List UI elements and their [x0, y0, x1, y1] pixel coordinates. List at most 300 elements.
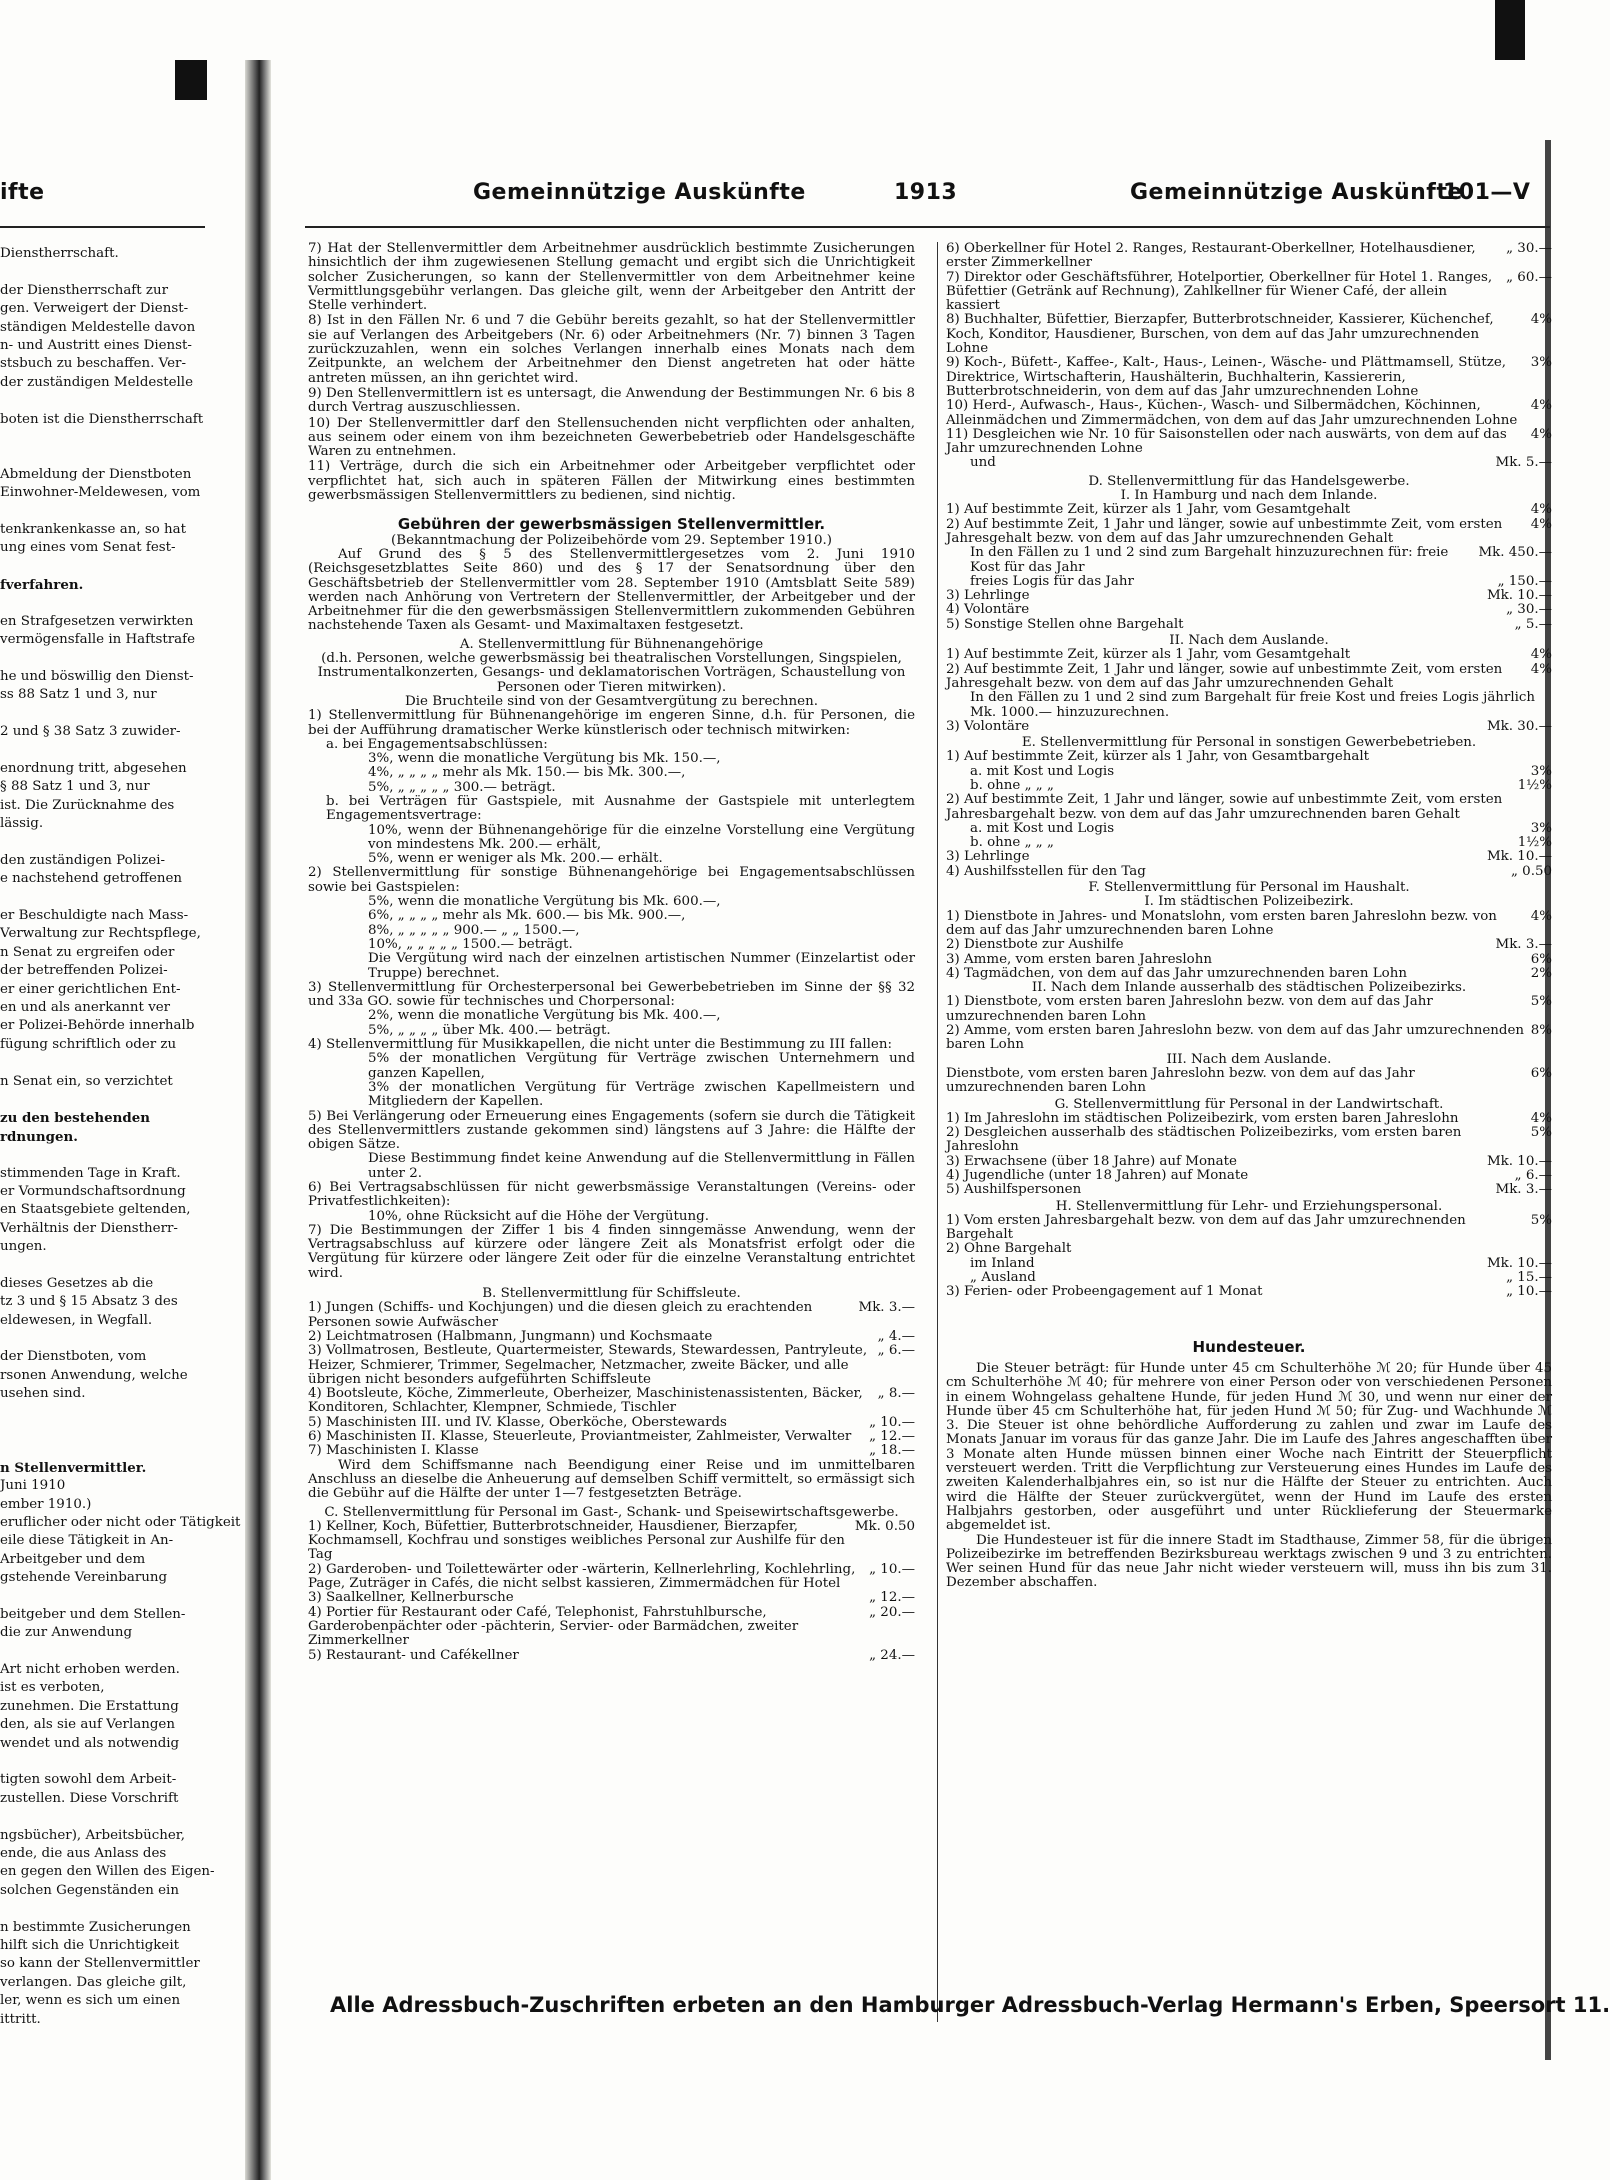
- section-c-item-value: 3%: [1530, 355, 1552, 371]
- section-a-item: Diese Bestimmung findet keine Anwendung auf die Stellenvermittlung in Fällen unter 2.: [368, 1151, 915, 1181]
- left-page-line: he und böswillig den Dienst-: [0, 668, 194, 684]
- section-b-item-label: 3) Vollmatrosen, Bestleute, Quartermeister, Stewards, Stewardessen, Pantryleute, Heizer, Schmierer, Trimmer, Segelmacher, Netzmacher, zweite Bäcker, und alle übrigen nicht besonders aufgeführten Schiffsleute: [308, 1343, 868, 1387]
- section-c-item: [946, 242, 1552, 271]
- section-d-item: [946, 518, 1552, 547]
- left-page-line: Art nicht erhoben werden.: [0, 1662, 180, 1678]
- section-e-item-value: 3%: [1530, 763, 1552, 779]
- left-page-line: stsbuch zu beschaffen. Ver-: [0, 356, 186, 372]
- section-f-item-value: 5%: [1530, 994, 1552, 1010]
- left-page-line: [0, 429, 205, 447]
- section-h-item-label: 1) Vom ersten Jahresbargehalt bezw. von dem auf das Jahr umzurechnenden Bargehalt: [946, 1212, 1466, 1243]
- section-d-item: [946, 546, 1552, 575]
- left-page-line: en und als anerkannt ver: [0, 1000, 171, 1016]
- section-a-item: 2) Stellenvermittlung für sonstige Bühnenangehörige bei Engagementsabschlüssen sowie bei Gastspielen:: [308, 865, 915, 895]
- section-e-heading: E. Stellenvermittlung für Personal in sonstigen Gewerbebetrieben.: [1021, 735, 1477, 751]
- left-page-line: ständigen Meldestelle davon: [0, 319, 196, 335]
- left-page-line: ist es verboten,: [0, 1680, 105, 1696]
- left-page-line: solchen Gegenständen ein: [0, 1882, 179, 1898]
- left-page-line: [0, 1330, 205, 1348]
- left-page-line: ngsbücher), Arbeitsbücher,: [0, 1827, 185, 1843]
- section-a-item: a. bei Engagementsabschlüssen:: [326, 736, 548, 752]
- left-page-line: zustellen. Diese Vorschrift: [0, 1790, 179, 1806]
- section-a-item: 5% der monatlichen Vergütung für Verträge zwischen Unternehmern und ganzen Kapellen,: [368, 1051, 915, 1081]
- section-a-item: 5%, „ „ „ „ „ 300.— beträgt.: [368, 779, 556, 795]
- left-page-line: [0, 447, 205, 465]
- left-page-line: die zur Anwendung: [0, 1625, 133, 1641]
- left-page-line: vermögensfalle in Haftstrafe: [0, 632, 196, 648]
- section-c-item: [308, 1649, 915, 1663]
- left-page-line: gstehende Vereinbarung: [0, 1570, 168, 1586]
- left-page-line: er einer gerichtlichen Ent-: [0, 981, 181, 997]
- section-g-item-label: 4) Jugendliche (unter 18 Jahren) auf Monate: [946, 1168, 1249, 1183]
- header-left-fragment: ifte: [0, 180, 45, 205]
- left-page-line: eldewesen, in Wegfall.: [0, 1312, 153, 1328]
- left-page-line: [0, 742, 205, 760]
- left-page-line: ung eines vom Senat fest-: [0, 540, 176, 556]
- section-c-item-label: 1) Kellner, Koch, Büfettier, Butterbrotschneider, Hausdiener, Bierzapfer, Kochmamsell, Kochfrau und sonstiges weibliches Personal zur Aushilfe für den Tag: [308, 1518, 845, 1563]
- left-page-line: den, als sie auf Verlangen: [0, 1717, 175, 1733]
- left-page-line: Juni 1910: [0, 1478, 66, 1494]
- left-page-line: enordnung tritt, abgesehen: [0, 760, 187, 776]
- header-rule: [305, 226, 1550, 228]
- section-c-item-label: 10) Herd-, Aufwasch-, Haus-, Küchen-, Wasch- und Silbermädchen, Köchinnen, Alleinmädchen und Zimmermädchen, von dem auf das Jahr umzurechnenden Lohne: [946, 398, 1518, 428]
- left-page-line: rsonen Anwendung, welche: [0, 1367, 188, 1383]
- section-d-item: [946, 663, 1552, 692]
- middle-column: [308, 242, 915, 1663]
- section-b-item-value: „ 18.—: [869, 1443, 915, 1459]
- left-page-line: er Vormundschaftsordnung: [0, 1183, 186, 1199]
- hundesteuer-paragraph: Die Hundesteuer ist für die innere Stadt im Stadthause, Zimmer 58, für die übrigen Polizeibezirke im betreffenden Bezirksbureau werktags zwischen 9 und 3 zu entrichten. Wer seinen Hund für das neue Jahr nicht wieder versteuern will, muss ihn bis zum 31. Dezember abschaffen.: [946, 1532, 1552, 1591]
- section-d-item-value: [1546, 691, 1552, 720]
- section-h-item-value: „ 10.—: [1506, 1284, 1552, 1300]
- section-c-item-value: „ 24.—: [869, 1647, 915, 1663]
- section-f-item-label: 3) Amme, vom ersten baren Jahreslohn: [946, 951, 1212, 967]
- section-f-item-label: 2) Dienstbote zur Aushilfe: [946, 937, 1124, 953]
- section-b-item-label: 5) Maschinisten III. und IV. Klasse, Oberköche, Oberstewards: [308, 1414, 727, 1430]
- section-g-item-value: Mk. 3.—: [1495, 1182, 1552, 1198]
- section-d-sub: I. In Hamburg und nach dem Inlande.: [1120, 488, 1378, 504]
- left-page-line: der Dienstboten, vom: [0, 1349, 147, 1365]
- section-a-item: 2%, wenn die monatliche Vergütung bis Mk. 400.—,: [368, 1008, 721, 1024]
- section-f-item-value: 2%: [1530, 965, 1552, 981]
- bruchteile-note: Die Bruchteile sind von der Gesamtvergütung zu berechnen.: [405, 693, 818, 709]
- section-d-item-label: 1) Auf bestimmte Zeit, kürzer als 1 Jahr, vom Gesamtgehalt: [946, 647, 1351, 663]
- section-c-item: [946, 271, 1552, 314]
- left-page-line: [0, 834, 205, 852]
- section-f-item-value: 8%: [1530, 1023, 1552, 1039]
- section-b-heading: B. Stellenvermittlung für Schiffsleute.: [482, 1286, 741, 1302]
- left-page-line: [0, 594, 205, 612]
- left-page-column: [0, 245, 241, 2029]
- left-page-line: ler, wenn es sich um einen: [0, 1993, 181, 2009]
- section-c-item: [946, 456, 1552, 470]
- section-e-item: [946, 750, 1552, 764]
- left-page-line: Einwohner-Meldewesen, vom: [0, 485, 201, 501]
- section-c-item: [946, 399, 1552, 428]
- left-page-line: usehen sind.: [0, 1386, 86, 1402]
- hundesteuer-title: Hundesteuer.: [1192, 1337, 1306, 1356]
- hundesteuer-paragraph: Die Steuer beträgt: für Hunde unter 45 cm Schulterhöhe ℳ 20; für Hunde über 45 cm Schulterhöhe ℳ 40; für mehrere von einer Person oder von verschiedenen Personen in einem Wohngelass gehaltene Hunde, für jeden Hund ℳ 30, und wenn nur einer der Hunde über 45 cm Schulterhöhe hat, für jeden Hund ℳ 50; für Zug- und Wachhunde ℳ 3. Die Steuer ist ohne behördliche Aufforderung zu zahlen und zwar im Laufe des Monats Januar im voraus für das ganze Jahr. Die im Laufe des Jahres angeschafften über 3 Monate alten Hunde müssen binnen einer Woche nach Eintritt der Steuerpflicht versteuert werden. Tritt die Verpflichtung zur Versteuerung eines Hundes im Laufe des zweiten Kalenderhalbjahres ein, so ist nur die Hälfte der Steuer zu entrichten. Auch wird die Hälfte der Steuer zurückvergütet, wenn der Hund im Laufe des ersten Halbjahrs gestorben, oder ausgeführt und unter Rücklieferung der Steuermarke abgemeldet ist.: [946, 1360, 1552, 1534]
- section-a-item: 8%, „ „ „ „ „ 900.— „ „ 1500.—,: [368, 922, 580, 938]
- section-h-item-value: 5%: [1530, 1212, 1552, 1228]
- page-number: 101—V: [1443, 180, 1531, 205]
- section-b-item: [308, 1444, 915, 1458]
- section-c-item: [946, 428, 1552, 457]
- section-b-item: [308, 1387, 915, 1416]
- section-a-item: 5%, wenn die monatliche Vergütung bis Mk. 600.—,: [368, 894, 721, 910]
- section-f-item-label: 2) Amme, vom ersten baren Jahreslohn bezw. von dem auf das Jahr umzurechnenden baren Lohn: [946, 1023, 1525, 1053]
- left-page-line: Verwaltung zur Rechtspflege,: [0, 926, 201, 942]
- section-a-note: (d.h. Personen, welche gewerbsmässig bei theatralischen Vorstellungen, Singspielen, Instrumentalkonzerten, Gesangs- und deklamatorischen Vorträgen, Schaustellung von Personen oder Tieren mitwirken).: [317, 651, 906, 695]
- section-f-item-label: 1) Dienstbote, vom ersten baren Jahreslohn bezw. von dem auf das Jahr umzurechnenden baren Lohn: [946, 994, 1433, 1024]
- left-page-line: § 88 Satz 1 und 3, nur: [0, 779, 150, 795]
- section-d-item-value: „ 30.—: [1506, 602, 1552, 618]
- section-f-item-label: 1) Dienstbote in Jahres- und Monatslohn, vom ersten baren Jahreslohn bezw. von dem auf das Jahr umzurechnenden baren Lohne: [946, 908, 1497, 938]
- section-d-item-label: In den Fällen zu 1 und 2 sind zum Bargehalt für freie Kost und freies Logis jährlich Mk. 1000.— hinzuzurechnen.: [970, 690, 1536, 720]
- section-g-heading: G. Stellenvermittlung für Personal in der Landwirtschaft.: [1054, 1096, 1444, 1112]
- section-e-item-label: b. ohne „ „ „: [970, 835, 1054, 851]
- section-h-item-value: „ 15.—: [1506, 1270, 1552, 1286]
- section-b-item: [308, 1416, 915, 1430]
- section-d-item: [946, 648, 1552, 662]
- left-page-line: beitgeber und dem Stellen-: [0, 1606, 186, 1622]
- footer-advertisement: Alle Adressbuch-Zuschriften erbeten an den Hamburger Adressbuch-Verlag Hermann's Erben, Speersort 11.: [330, 1993, 1610, 2017]
- section-c-item-label: 11) Desgleichen wie Nr. 10 für Saisonstellen oder nach auswärts, von dem auf das Jahr umzurechnenden Lohne: [946, 426, 1507, 457]
- left-page-line: der zuständigen Meldestelle: [0, 374, 194, 390]
- left-page-line: n- und Austritt eines Dienst-: [0, 337, 192, 353]
- left-page-line: Dienstherrschaft.: [0, 246, 119, 261]
- left-page-line: lässig.: [0, 816, 44, 832]
- left-page-line: [0, 558, 205, 576]
- section-d-item-value: 4%: [1530, 661, 1552, 677]
- section-g-item-value: Mk. 10.—: [1486, 1153, 1552, 1169]
- section-a-item: b. bei Verträgen für Gastspiele, mit Ausnahme der Gastspiele mit unterlegtem Engagementsvertrage:: [326, 793, 915, 824]
- left-page-line: er Beschuldigte nach Mass-: [0, 908, 189, 924]
- section-f-sub: III. Nach dem Auslande.: [1166, 1051, 1332, 1067]
- section-c-item-value: „ 30.—: [1506, 241, 1552, 256]
- section-e-item-label: 4) Aushilfsstellen für den Tag: [946, 863, 1146, 879]
- section-a-item: 5%, „ „ „ „ über Mk. 400.— beträgt.: [368, 1022, 611, 1038]
- section-a-item: 1) Stellenvermittlung für Bühnenangehörige im engeren Sinne, d.h. für Personen, die bei der Aufführung dramatischer Werke künstlerisch oder technisch mitwirken:: [308, 708, 915, 738]
- left-page-line: der betreffenden Polizei-: [0, 963, 168, 979]
- section-g-item: [946, 1112, 1552, 1126]
- section-a-item: 3%, wenn die monatliche Vergütung bis Mk. 150.—,: [368, 751, 721, 767]
- section-a-item: 6) Bei Vertragsabschlüssen für nicht gewerbsmässige Veranstaltungen (Vereins- oder Privatfestlichkeiten):: [308, 1180, 915, 1210]
- section-b-item: [308, 1301, 915, 1330]
- section-b-item-label: 7) Maschinisten I. Klasse: [308, 1443, 479, 1459]
- section-e-item: [946, 793, 1552, 822]
- left-page-line: [0, 1404, 205, 1422]
- left-page-line: Verhältnis der Dienstherr-: [0, 1220, 178, 1236]
- section-h-item: [946, 1285, 1552, 1299]
- section-e-item-value: „ 0.50: [1510, 863, 1552, 879]
- section-e-item-value: 1½%: [1517, 835, 1552, 851]
- section-b-item-value: „ 6.—: [877, 1343, 915, 1359]
- section-e-item: [946, 850, 1552, 864]
- rule-paragraph: 10) Der Stellenvermittler darf den Stellensuchenden nicht verpflichten oder anhalten, aus seinem oder einem von ihm bezeichneten Gewerbebetrieb oder Handelsgeschäfte Waren zu entnehmen.: [308, 415, 915, 460]
- section-c-item: [308, 1563, 915, 1592]
- section-d-item-value: 4%: [1530, 502, 1552, 518]
- section-g-item-label: 3) Erwachsene (über 18 Jahre) auf Monate: [946, 1153, 1237, 1169]
- section-e-item-value: 3%: [1530, 820, 1552, 836]
- section-e-item: [946, 822, 1552, 836]
- left-page-line: zunehmen. Die Erstattung: [0, 1698, 179, 1714]
- section-b-item-value: „ 8.—: [877, 1386, 915, 1402]
- section-b-item: [308, 1430, 915, 1444]
- section-d-item-label: 1) Auf bestimmte Zeit, kürzer als 1 Jahr, vom Gesamtgehalt: [946, 502, 1351, 518]
- section-g-item: [946, 1155, 1552, 1169]
- section-c-item-value: „ 60.—: [1506, 269, 1552, 285]
- section-f-item: [946, 995, 1552, 1024]
- section-h-item-value: Mk. 10.—: [1486, 1255, 1552, 1271]
- section-c-item-value: Mk. 0.50: [854, 1518, 915, 1534]
- column-divider: [937, 242, 938, 2022]
- section-c-heading: C. Stellenvermittlung für Personal im Gast-, Schank- und Speisewirtschaftsgewerbe.: [324, 1504, 899, 1520]
- section-f-item: [946, 953, 1552, 967]
- section-a-item: 3) Stellenvermittlung für Orchesterpersonal bei Gewerbebetrieben im Sinne der §§ 32 und 33a GO. sowie für technisches und Chorpersonal:: [308, 979, 915, 1010]
- section-e-item-value: [1546, 793, 1552, 822]
- section-h-item-label: 3) Ferien- oder Probeengagement auf 1 Monat: [946, 1284, 1263, 1300]
- right-column: [946, 242, 1552, 1591]
- section-b-item-label: 6) Maschinisten II. Klasse, Steuerleute, Proviantmeister, Zahlmeister, Verwalter: [308, 1429, 852, 1445]
- section-a-item: 10%, wenn der Bühnenangehörige für die einzelne Vorstellung eine Vergütung von mindestens Mk. 200.— erhält,: [368, 822, 915, 852]
- section-h-item-label: 2) Ohne Bargehalt: [946, 1241, 1072, 1257]
- section-b-item: [308, 1344, 915, 1387]
- section-c-item-label: 3) Saalkellner, Kellnerbursche: [308, 1590, 514, 1606]
- left-page-line: [0, 1643, 205, 1661]
- section-a-heading: A. Stellenvermittlung für Bühnenangehörige: [459, 636, 764, 652]
- section-g-item: [946, 1126, 1552, 1155]
- section-d-item: [946, 603, 1552, 617]
- left-page-line: ende, die aus Anlass des: [0, 1845, 167, 1861]
- left-page-line: en gegen den Willen des Eigen-: [0, 1864, 215, 1880]
- rule-paragraph: 9) Den Stellenvermittlern ist es untersagt, die Anwendung der Bestimmungen Nr. 6 bis 8 durch Vertrag auszuschliessen.: [308, 385, 915, 416]
- left-page-line: eile diese Tätigkeit in An-: [0, 1533, 174, 1549]
- section-d-item-value: Mk. 10.—: [1486, 588, 1552, 604]
- section-g-item-label: 2) Desgleichen ausserhalb des städtischen Polizeibezirks, vom ersten baren Jahreslohn: [946, 1125, 1462, 1155]
- section-b-item-label: 1) Jungen (Schiffs- und Kochjungen) und die diesen gleich zu erachtenden Personen sowie Aufwäscher: [308, 1300, 813, 1330]
- section-d-item: [946, 575, 1552, 589]
- section-a-item: 3% der monatlichen Vergütung für Verträge zwischen Kapellmeistern und Mitgliedern der Kapellen.: [368, 1079, 915, 1110]
- section-d-item-value: Mk. 450.—: [1478, 545, 1552, 561]
- section-f-item: [946, 1024, 1552, 1053]
- left-page-line: er Polizei-Behörde innerhalb: [0, 1018, 195, 1034]
- section-b-item-label: 4) Bootsleute, Köche, Zimmerleute, Oberheizer, Maschinistenassistenten, Bäcker, Konditoren, Schlachter, Klempner, Schmiede, Tischler: [308, 1386, 863, 1416]
- left-page-line: ist. Die Zurücknahme des: [0, 797, 175, 813]
- section-d-item-label: 3) Volontäre: [946, 718, 1030, 734]
- section-e-item: [946, 836, 1552, 850]
- left-page-line: [0, 1900, 205, 1918]
- section-c-item-label: 4) Portier für Restaurant oder Café, Telephonist, Fahrstuhlbursche, Garderobenpächter oder -pächterin, Servier- oder Barmädchen, zweiter Zimmerkellner: [308, 1604, 799, 1649]
- section-e-item-label: 3) Lehrlinge: [946, 849, 1030, 865]
- section-d-sub: II. Nach dem Auslande.: [1169, 633, 1329, 649]
- section-g-item: [946, 1183, 1552, 1197]
- section-g-item-label: 1) Im Jahreslohn im städtischen Polizeibezirk, vom ersten baren Jahreslohn: [946, 1110, 1459, 1126]
- section-c-item: [308, 1606, 915, 1649]
- section-f-item: [946, 938, 1552, 952]
- section-c-item-value: „ 10.—: [869, 1561, 915, 1577]
- left-page-line: ss 88 Satz 1 und 3, nur: [0, 687, 157, 703]
- section-d-item: [946, 618, 1552, 632]
- section-c-item-value: 4%: [1530, 398, 1552, 414]
- section-c-item-label: und: [970, 455, 996, 471]
- section-e-item: [946, 779, 1552, 793]
- left-page-line: der Dienstherrschaft zur: [0, 282, 168, 298]
- section-d-heading: D. Stellenvermittlung für das Handelsgewerbe.: [1088, 473, 1410, 489]
- section-d-item: [946, 691, 1552, 720]
- left-page-line: ittritt.: [0, 2011, 41, 2027]
- section-f-sub: I. Im städtischen Polizeibezirk.: [1144, 894, 1354, 910]
- left-page-line: ungen.: [0, 1239, 47, 1255]
- left-page-line: zu den bestehenden: [0, 1110, 151, 1127]
- left-page-line: gen. Verweigert der Dienst-: [0, 301, 189, 317]
- section-c-item-label: 2) Garderoben- und Toilettewärter oder -wärterin, Kellnerlehrling, Kochlehrling, Page, Zuträger in Cafés, die nicht selbst kassieren, Zimmermädchen für Hotel: [308, 1561, 856, 1592]
- section-d-item: [946, 720, 1552, 734]
- section-h-item: [946, 1271, 1552, 1285]
- left-page-line: [0, 1054, 205, 1072]
- page-tab-mark-right: [1495, 0, 1525, 60]
- header-title-right: Gemeinnützige Auskünfte: [1130, 180, 1463, 205]
- left-page-line: eruflicher oder nicht oder Tätigkeit: [0, 1514, 241, 1530]
- section-d-item-label: 2) Auf bestimmte Zeit, 1 Jahr und länger, sowie auf unbestimmte Zeit, vom ersten Jahresgehalt bezw. von dem auf das Jahr umzurechnenden Gehalt: [946, 516, 1503, 546]
- left-page-line: n Senat zu ergreifen oder: [0, 944, 175, 960]
- section-f-item: [946, 1067, 1552, 1096]
- section-c-item: [946, 356, 1552, 399]
- section-c-item-value: 4%: [1530, 426, 1552, 442]
- header-rule-left: [0, 226, 205, 228]
- section-g-item-label: 5) Aushilfspersonen: [946, 1182, 1082, 1198]
- left-page-line: fügung schriftlich oder zu: [0, 1036, 177, 1052]
- section-c-item-label: 6) Oberkellner für Hotel 2. Ranges, Restaurant-Oberkellner, Hotelhausdiener, erster Zimmerkellner: [946, 241, 1476, 271]
- rule-paragraph: 7) Hat der Stellenvermittler dem Arbeitnehmer ausdrücklich bestimmte Zusicherungen hinsichtlich der ihm zugewiesenen Stellung gemacht und ergibt sich die Unrichtigkeit solcher Zusicherungen, so kann der Stellenvermittler von dem Arbeitnehmer keine Vermittlungsgebühr verlangen. Das gleiche gilt, wenn der Arbeitgeber den Antritt der Stelle verhindert.: [308, 241, 915, 314]
- section-b-item: [308, 1330, 915, 1344]
- left-page-line: fverfahren.: [0, 577, 84, 594]
- header-title-left: Gemeinnützige Auskünfte: [473, 180, 806, 205]
- section-a-item: 6%, „ „ „ „ mehr als Mk. 600.— bis Mk. 900.—,: [368, 908, 686, 924]
- section-title: Gebühren der gewerbsmässigen Stellenvermittler.: [397, 515, 826, 534]
- intro-paragraph: Auf Grund des § 5 des Stellenvermittlergesetzes vom 2. Juni 1910 (Reichsgesetzblattes Seite 860) und des § 17 der Senatsordnung über den Geschäftsbetrieb der Stellenvermittler vom 28. September 1910 (Amtsblatt Seite 589) werden nach Anhörung von Vertretern der Stellenvermittler, der Arbeitgeber und der Arbeitnehmer für die den gewerbsmässigen Stellenvermittlern zukommenden Gebühren nachstehende Taxen als Gesamt- und Maximaltaxen festgesetzt.: [308, 546, 915, 634]
- rule-paragraph: 11) Verträge, durch die sich ein Arbeitnehmer oder Arbeitgeber verpflichtet oder verpflichtet hat, sich auch in späteren Fällen der Mitwirkung eines bestimmten gewerbsmässigen Stellenvermittlers zu bedienen, sind nichtig.: [308, 459, 915, 504]
- section-c-item-label: 7) Direktor oder Geschäftsführer, Hotelportier, Oberkellner für Hotel 1. Ranges, Büfettier (Getränk auf Rechnung), Zahlkellner für Wiener Café, der allein kassiert: [946, 269, 1493, 314]
- section-h-item-label: „ Ausland: [970, 1270, 1036, 1286]
- page-tab-mark: [175, 60, 207, 100]
- section-a-item: 4) Stellenvermittlung für Musikkapellen, die nicht unter die Bestimmung zu III fallen:: [308, 1037, 892, 1053]
- left-page-line: [0, 889, 205, 907]
- section-f-heading: F. Stellenvermittlung für Personal im Haushalt.: [1088, 880, 1410, 896]
- section-d-item-value: Mk. 30.—: [1486, 718, 1552, 734]
- section-d-item-value: „ 5.—: [1514, 616, 1552, 632]
- section-e-item-value: 1½%: [1517, 777, 1552, 793]
- section-c-item-label: 8) Buchhalter, Büfettier, Bierzapfer, Butterbrotschneider, Kassierer, Küchenchef, Koch, Konditor, Hausdiener, Burschen, von dem auf das Jahr umzurechnenden Lohne: [946, 312, 1494, 357]
- section-h-item: [946, 1214, 1552, 1243]
- left-page-line: n bestimmte Zusicherungen: [0, 1919, 191, 1935]
- section-g-item-value: 4%: [1530, 1110, 1552, 1126]
- section-b-item-value: „ 12.—: [869, 1429, 915, 1445]
- left-page-line: ember 1910.): [0, 1496, 92, 1512]
- section-d-item-value: 4%: [1530, 647, 1552, 663]
- left-page-line: [0, 392, 205, 410]
- section-subtitle: (Bekanntmachung der Polizeibehörde vom 29. September 1910.): [391, 532, 832, 548]
- left-page-line: [0, 1091, 205, 1109]
- left-page-line: [0, 1588, 205, 1606]
- section-e-item: [946, 865, 1552, 879]
- section-e-item: [946, 765, 1552, 779]
- section-d-item-label: 4) Volontäre: [946, 602, 1030, 618]
- section-a-item: 10%, ohne Rücksicht auf die Höhe der Vergütung.: [368, 1208, 709, 1224]
- left-page-line: tz 3 und § 15 Absatz 3 des: [0, 1294, 178, 1310]
- left-page-line: en Strafgesetzen verwirkten: [0, 613, 194, 629]
- section-e-item-label: a. mit Kost und Logis: [970, 763, 1115, 779]
- section-d-item-value: „ 150.—: [1497, 573, 1552, 589]
- section-c-item-label: 9) Koch-, Büfett-, Kaffee-, Kalt-, Haus-, Leinen-, Wäsche- und Plättmamsell, Stütze, Direktrice, Wirtschafterin, Haushälterin, Buchhalterin, Kassiererin, Butterbrotschneiderin, von dem auf das Jahr umzurechnenden Lohne: [946, 355, 1507, 399]
- section-b-item-value: „ 4.—: [877, 1328, 915, 1344]
- section-e-item-value: [1546, 750, 1552, 764]
- left-page-line: den zuständigen Polizei-: [0, 852, 166, 868]
- left-page-line: tenkrankenkasse an, so hat: [0, 521, 187, 537]
- left-page-line: [0, 1422, 205, 1440]
- section-h-item: [946, 1257, 1552, 1271]
- left-page-line: [0, 263, 205, 281]
- section-c-item: [308, 1591, 915, 1605]
- section-d-item-label: In den Fällen zu 1 und 2 sind zum Bargehalt hinzuzurechnen für: freie Kost für das Jahr: [970, 545, 1449, 575]
- section-a-item: Die Vergütung wird nach der einzelnen artistischen Nummer (Einzelartist oder Truppe) berechnet.: [368, 951, 915, 981]
- left-page-line: verlangen. Das gleiche gilt,: [0, 1974, 187, 1990]
- left-page-line: e nachstehend getroffenen: [0, 871, 183, 887]
- left-page-line: [0, 1753, 205, 1771]
- section-f-sub: II. Nach dem Inlande ausserhalb des städtischen Polizeibezirks.: [1031, 980, 1467, 996]
- left-page-line: [0, 650, 205, 668]
- book-spine: [245, 60, 271, 2180]
- section-h-item-value: [1546, 1242, 1552, 1256]
- section-h-heading: H. Stellenvermittlung für Lehr- und Erziehungspersonal.: [1055, 1198, 1443, 1214]
- left-page-line: wendet und als notwendig: [0, 1735, 180, 1751]
- section-f-item-label: 4) Tagmädchen, von dem auf das Jahr umzurechnenden baren Lohn: [946, 965, 1407, 981]
- section-f-item-value: 4%: [1530, 908, 1552, 924]
- section-h-item-label: im Inland: [970, 1255, 1035, 1271]
- section-f-item-value: 6%: [1530, 951, 1552, 967]
- section-c-item: [308, 1520, 915, 1563]
- section-f-item-value: Mk. 3.—: [1495, 937, 1552, 953]
- section-a-item: 5%, wenn er weniger als Mk. 200.— erhält.: [368, 851, 663, 867]
- left-page-line: so kann der Stellenvermittler: [0, 1956, 200, 1972]
- section-d-item-label: 3) Lehrlinge: [946, 588, 1030, 604]
- section-f-item-value: 6%: [1530, 1065, 1552, 1081]
- section-b-item-value: „ 10.—: [869, 1414, 915, 1430]
- section-a-item: 7) Die Bestimmungen der Ziffer 1 bis 4 finden sinngemässe Anwendung, wenn der Vertragsabschluss auf kürzere oder längere Zeit als Monatsfrist erfolgt oder die Vergütung für kürzere oder längere Zeit oder für die einzelne Veranstaltung entrichtet wird.: [308, 1222, 915, 1281]
- header-year: 1913: [894, 180, 958, 205]
- section-e-item-value: Mk. 10.—: [1486, 849, 1552, 865]
- section-c-item-value: Mk. 5.—: [1495, 455, 1552, 471]
- left-page-line: [0, 705, 205, 723]
- section-f-item: [946, 967, 1552, 981]
- section-e-item-label: 2) Auf bestimmte Zeit, 1 Jahr und länger, sowie auf unbestimmte Zeit, vom ersten Jahresbargehalt bezw. von dem auf das Jahr umzurechnenden baren Gehalt: [946, 792, 1503, 822]
- left-page-line: rdnungen.: [0, 1128, 78, 1145]
- left-page-line: hilft sich die Unrichtigkeit: [0, 1937, 180, 1953]
- rule-paragraph: 8) Ist in den Fällen Nr. 6 und 7 die Gebühr bereits gezahlt, so hat der Stellenvermittler sie auf Verlangen des Arbeitgebers (Nr. 6) oder Arbeitnehmers (Nr. 7) binnen 3 Tagen zurückzuzahlen, wenn ein solches Verlangen innerhalb eines Monats nach dem Zeitpunkte, an welchem der Arbeitnehmer den Dienst angetreten hat oder hätte antreten müssen, an ihn gerichtet wird.: [308, 313, 915, 386]
- section-c-item-value: „ 12.—: [869, 1590, 915, 1606]
- left-page-line: [0, 1440, 205, 1458]
- section-b-item-value: Mk. 3.—: [858, 1300, 915, 1316]
- section-f-item-label: Dienstbote, vom ersten baren Jahreslohn bezw. von dem auf das Jahr umzurechnenden baren Lohn: [946, 1065, 1415, 1096]
- left-page-line: dieses Gesetzes ab die: [0, 1275, 154, 1291]
- left-page-line: boten ist die Dienstherrschaft: [0, 411, 204, 427]
- section-a-item: 4%, „ „ „ „ mehr als Mk. 150.— bis Mk. 300.—,: [368, 765, 686, 781]
- section-c-item-label: 5) Restaurant- und Cafékellner: [308, 1647, 519, 1663]
- section-e-item-label: 1) Auf bestimmte Zeit, kürzer als 1 Jahr, von Gesamtbargehalt: [946, 749, 1370, 765]
- section-a-item: 10%, „ „ „ „ „ 1500.— beträgt.: [368, 936, 573, 952]
- section-b-item-label: 2) Leichtmatrosen (Halbmann, Jungmann) und Kochsmaate: [308, 1328, 713, 1344]
- section-d-item-label: 5) Sonstige Stellen ohne Bargehalt: [946, 616, 1184, 632]
